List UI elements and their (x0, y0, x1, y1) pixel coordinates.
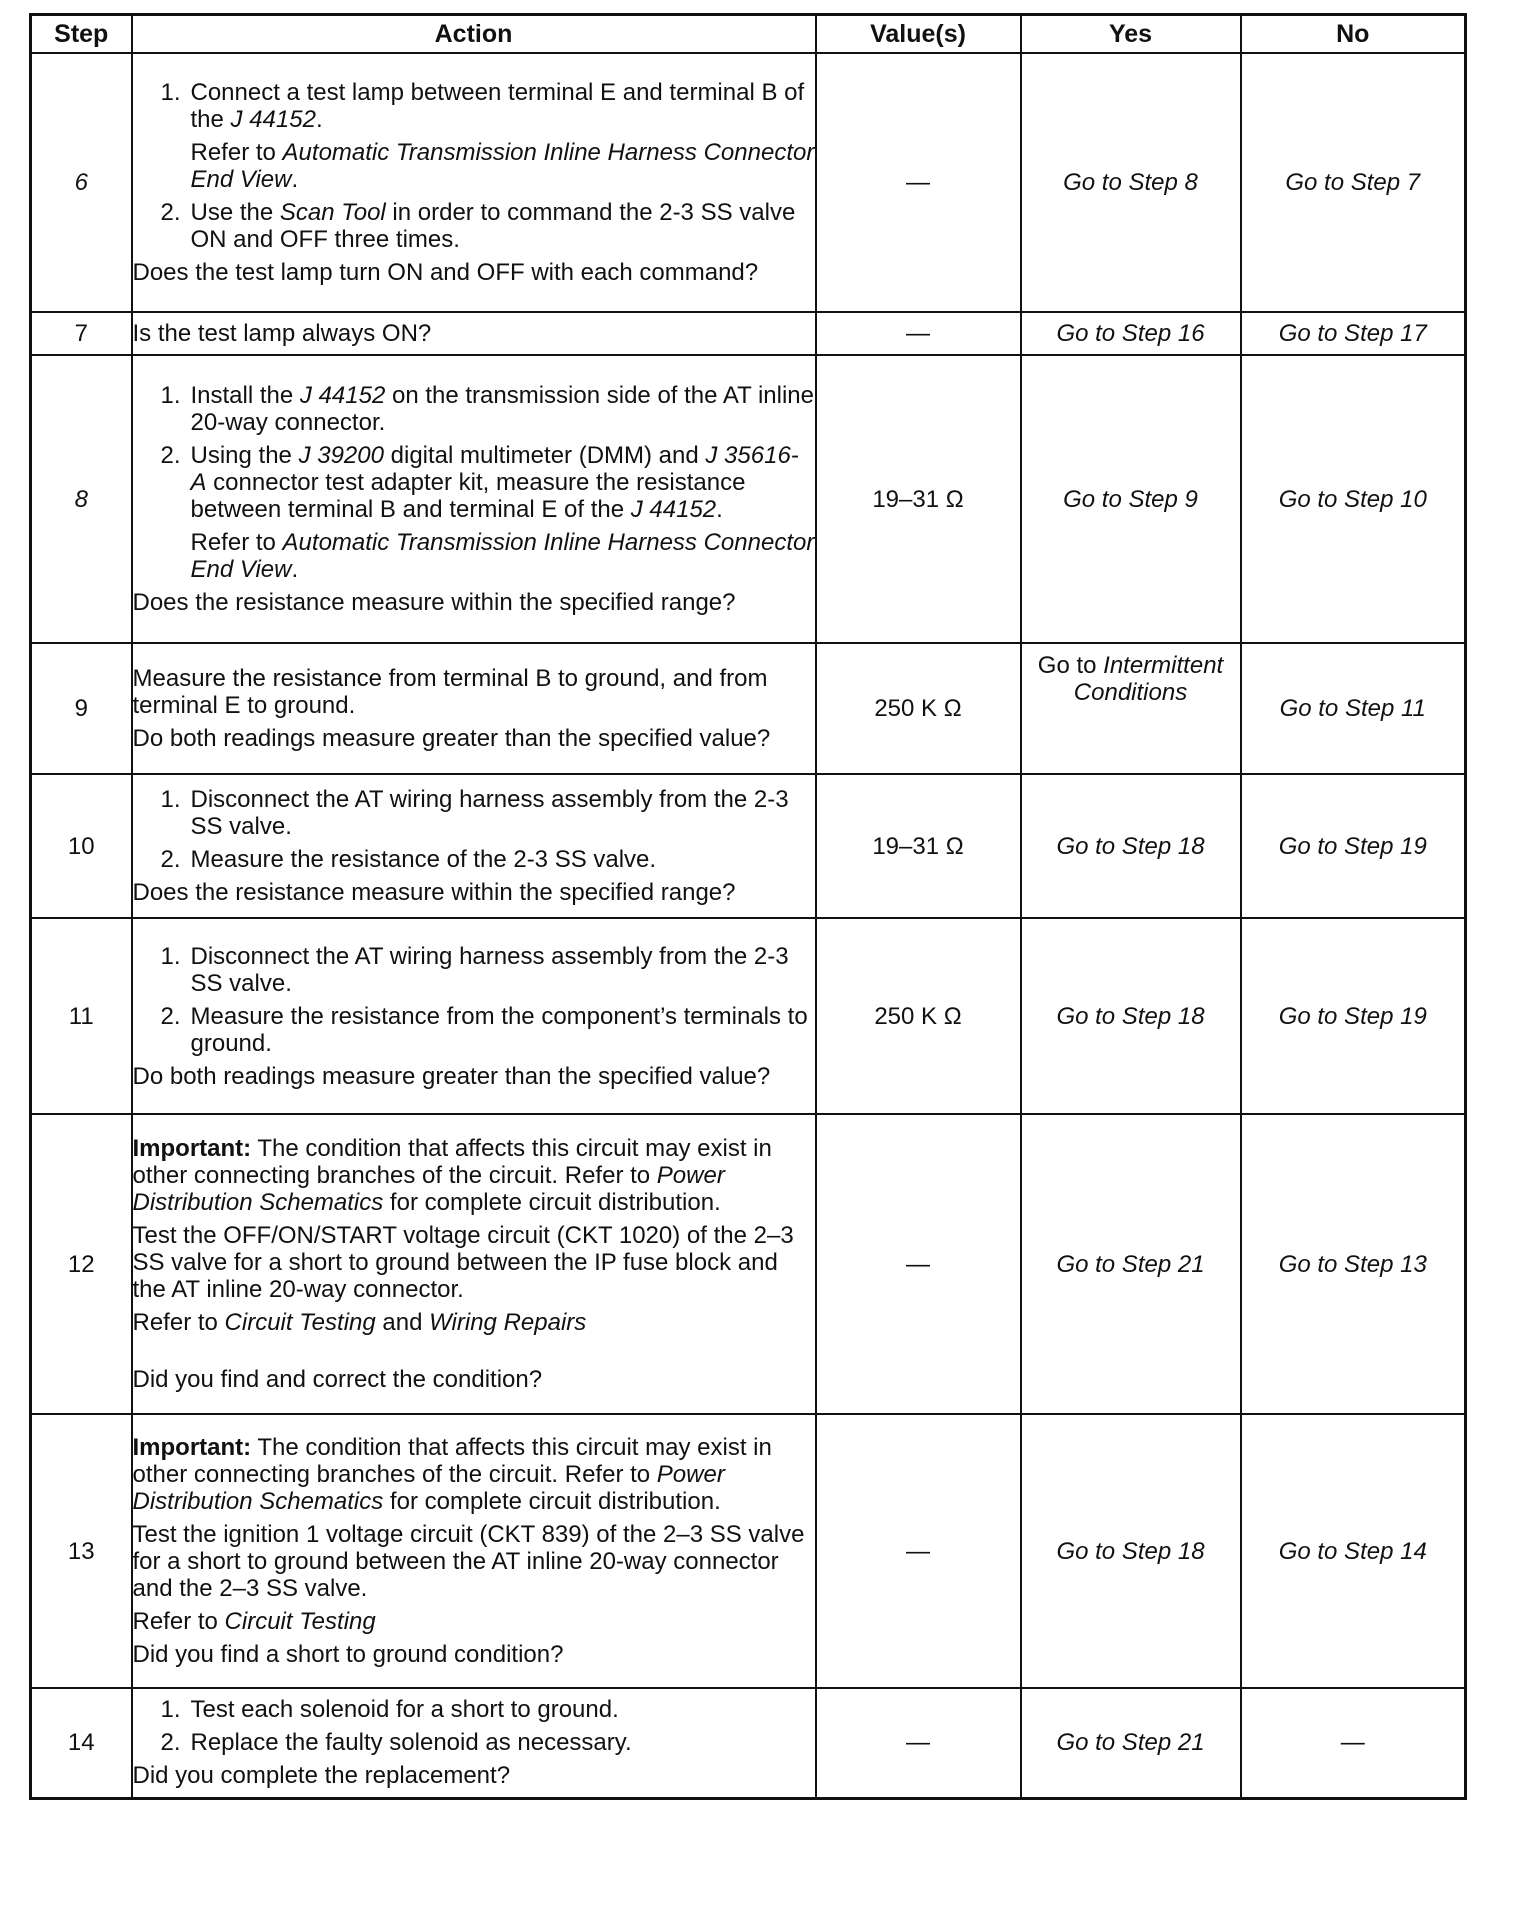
step-number: 6 (31, 53, 132, 312)
table-row (31, 918, 1466, 1114)
action-text: Measure the resistance from terminal B to ground, and from terminal E to ground. (132, 665, 768, 719)
refer-note: Refer to Automatic Transmission Inline Harness Connector End View. (190, 529, 815, 583)
question-text: Does the resistance measure within the specified range? (132, 879, 736, 906)
value-cell: — (816, 1414, 1021, 1688)
question-text: Did you find a short to ground condition? (132, 1641, 564, 1668)
table-row (31, 1114, 1466, 1414)
table-row (31, 53, 1466, 312)
yes-link[interactable]: Go to Step 18 (1021, 918, 1241, 1114)
yes-link[interactable]: Go to Step 21 (1021, 1114, 1241, 1414)
table-row (31, 312, 1466, 355)
value-cell: — (816, 312, 1021, 355)
value-cell: — (816, 1688, 1021, 1798)
action-item: 1. Disconnect the AT wiring harness assembly from the 2-3 SS valve. (160, 942, 789, 997)
action-cell (132, 918, 816, 1114)
action-cell (132, 1688, 816, 1798)
no-link[interactable]: Go to Step 14 (1241, 1414, 1466, 1688)
action-item: 1. Test each solenoid for a short to ground. (160, 1696, 619, 1724)
value-cell: 250 K Ω (816, 643, 1021, 774)
action-item: 1. Disconnect the AT wiring harness assembly from the 2-3 SS valve. (160, 786, 789, 840)
yes-link[interactable]: Go to Step 18 (1021, 1414, 1241, 1688)
header-yes: Yes (1021, 15, 1241, 54)
yes-link[interactable]: Go to Intermittent Conditions (1021, 643, 1241, 774)
question-text: Does the resistance measure within the specified range? (132, 589, 736, 616)
header-step: Step (31, 15, 132, 54)
table-row (31, 774, 1466, 918)
refer-note: Refer to Circuit Testing and Wiring Repairs (132, 1309, 587, 1336)
important-note: Important: The condition that affects this circuit may exist in other connecting branches of the circuit. Refer to Power Distribution Schematics for complete circuit distribution. (132, 1434, 772, 1515)
header-values: Value(s) (816, 15, 1021, 54)
question-text: Did you find and correct the condition? (132, 1366, 543, 1393)
no-link[interactable]: Go to Step 19 (1241, 774, 1466, 918)
action-item: 1. Connect a test lamp between terminal E and terminal B of the J 44152. (160, 79, 805, 133)
action-cell (132, 53, 816, 312)
table-header-row (31, 15, 1466, 54)
action-text: Test the OFF/ON/START voltage circuit (CKT 1020) of the 2–3 SS valve for a short to ground between the IP fuse block and the AT inline 20-way connector. (132, 1222, 794, 1303)
action-cell (132, 1114, 816, 1414)
yes-link[interactable]: Go to Step 16 (1021, 312, 1241, 355)
important-note: Important: The condition that affects this circuit may exist in other connecting branches of the circuit. Refer to Power Distribution Schematics for complete circuit distribution. (132, 1135, 772, 1216)
action-cell (132, 643, 816, 774)
yes-link[interactable]: Go to Step 18 (1021, 774, 1241, 918)
yes-link[interactable]: Go to Step 8 (1021, 53, 1241, 312)
action-item: 2. Measure the resistance of the 2-3 SS valve. (160, 846, 657, 873)
header-action: Action (132, 15, 816, 54)
value-cell: — (816, 1114, 1021, 1414)
refer-note: Refer to Circuit Testing (132, 1608, 376, 1635)
action-cell (132, 774, 816, 918)
action-item: 2. Measure the resistance from the component’s terminals to ground. (160, 1002, 808, 1057)
question-text: Does the test lamp turn ON and OFF with each command? (132, 259, 759, 286)
value-cell: — (816, 53, 1021, 312)
action-cell (132, 355, 816, 643)
no-link[interactable]: Go to Step 19 (1241, 918, 1466, 1114)
no-link[interactable]: Go to Step 11 (1241, 643, 1466, 774)
action-cell (132, 312, 816, 355)
no-link[interactable]: Go to Step 13 (1241, 1114, 1466, 1414)
refer-note: Refer to Automatic Transmission Inline Harness Connector End View. (190, 139, 815, 193)
action-text: Test the ignition 1 voltage circuit (CKT 839) of the 2–3 SS valve for a short to ground between the AT inline 20-way connector and the 2–3 SS valve. (132, 1521, 805, 1602)
step-number: 13 (31, 1414, 132, 1688)
header-no: No (1241, 15, 1466, 54)
action-item: 2. Using the J 39200 digital multimeter (DMM) and J 35616-A connector test adapter kit, measure the resistance between terminal B and terminal E of the J 44152. (160, 442, 799, 523)
step-number: 14 (31, 1688, 132, 1798)
step-number: 8 (31, 355, 132, 643)
table-row (31, 643, 1466, 774)
action-item: 2. Replace the faulty solenoid as necessary. (160, 1729, 632, 1757)
yes-link[interactable]: Go to Step 21 (1021, 1688, 1241, 1798)
diagnostic-table (29, 13, 1467, 1800)
question-text: Do both readings measure greater than the specified value? (132, 725, 771, 752)
question-text: Do both readings measure greater than the specified value? (132, 1062, 771, 1090)
action-cell (132, 1414, 816, 1688)
question-text: Is the test lamp always ON? (132, 320, 432, 347)
no-link[interactable]: Go to Step 10 (1241, 355, 1466, 643)
yes-link[interactable]: Go to Step 9 (1021, 355, 1241, 643)
no-link[interactable]: Go to Step 17 (1241, 312, 1466, 355)
value-cell: 19–31 Ω (816, 355, 1021, 643)
action-item: 2. Use the Scan Tool in order to command the 2-3 SS valve ON and OFF three times. (160, 199, 796, 253)
action-item: 1. Install the J 44152 on the transmission side of the AT inline 20-way connector. (160, 382, 814, 436)
step-number: 10 (31, 774, 132, 918)
step-number: 9 (31, 643, 132, 774)
table-row (31, 1688, 1466, 1798)
no-link[interactable]: Go to Step 7 (1241, 53, 1466, 312)
step-number: 7 (31, 312, 132, 355)
no-value: — (1241, 1688, 1466, 1798)
table-row (31, 355, 1466, 643)
question-text: Did you complete the replacement? (132, 1762, 511, 1790)
step-number: 12 (31, 1114, 132, 1414)
value-cell: 19–31 Ω (816, 774, 1021, 918)
step-number: 11 (31, 918, 132, 1114)
value-cell: 250 K Ω (816, 918, 1021, 1114)
table-row (31, 1414, 1466, 1688)
